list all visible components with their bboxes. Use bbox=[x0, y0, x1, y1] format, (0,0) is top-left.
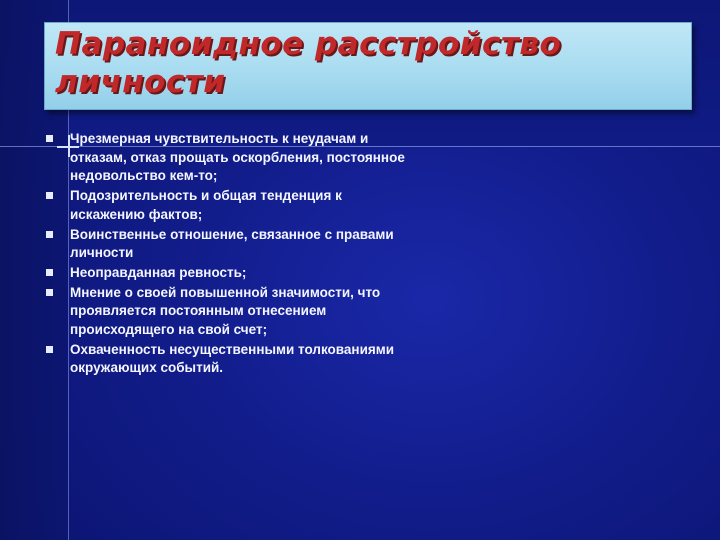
bullet-list bbox=[46, 130, 406, 379]
bullet-item bbox=[46, 226, 406, 263]
bullet-item bbox=[46, 341, 406, 378]
bullet-text: Охваченность несущественными толкованиями окружающих событий. bbox=[70, 341, 395, 376]
slide-title: Параноидное расстройство личности bbox=[55, 26, 562, 100]
bullet-item bbox=[46, 284, 406, 340]
square-bullet-icon bbox=[46, 135, 53, 142]
square-bullet-icon bbox=[46, 192, 53, 199]
bullet-item bbox=[46, 264, 406, 283]
square-bullet-icon bbox=[46, 269, 53, 276]
bullet-text: Воинственнье отношение, связанное с правами личности bbox=[70, 226, 394, 261]
bullet-text: Мнение о своей повышенной значимости, что проявляется постоянным отнесением происходящего на свой счет; bbox=[70, 284, 381, 338]
bullet-text: Неоправданная ревность; bbox=[70, 264, 247, 280]
title-box bbox=[44, 22, 692, 110]
square-bullet-icon bbox=[46, 346, 53, 353]
square-bullet-icon bbox=[46, 289, 53, 296]
bullet-text: Чрезмерная чувствительность к неудачам и отказам, отказ прощать оскорбления, постоянное недовольство кем-то; bbox=[70, 131, 405, 184]
bullet-item bbox=[46, 130, 406, 186]
bullet-text: Подозрительность и общая тенденция к искажению фактов; bbox=[70, 188, 342, 222]
square-bullet-icon bbox=[46, 231, 53, 238]
bullet-item bbox=[46, 187, 406, 224]
